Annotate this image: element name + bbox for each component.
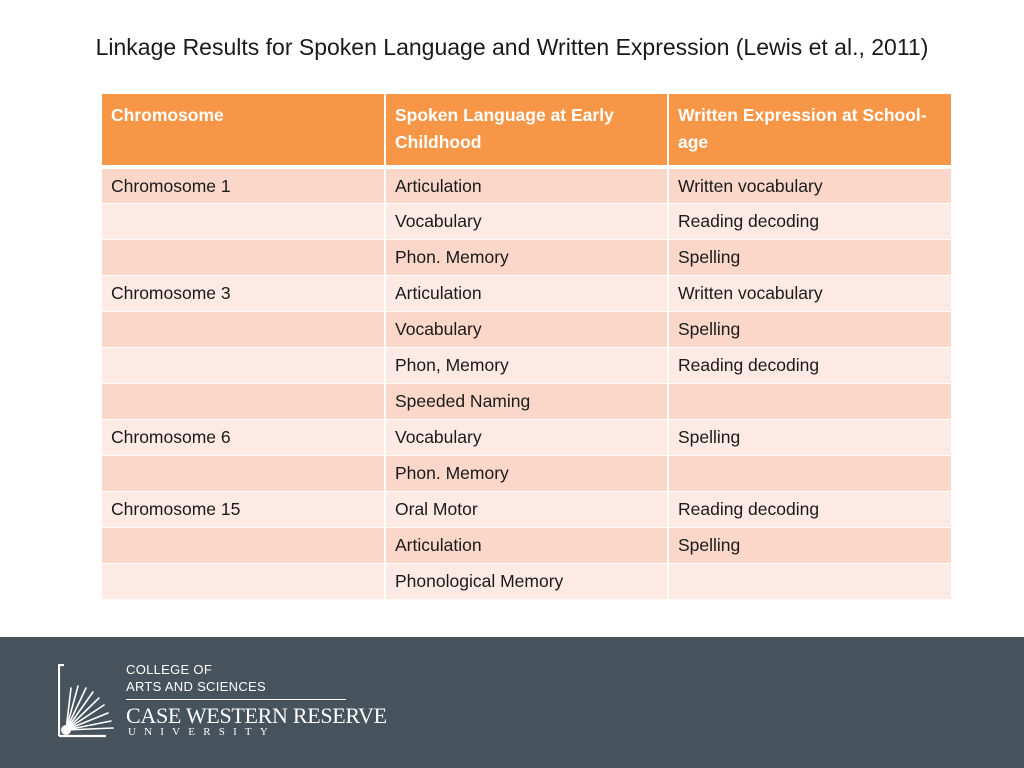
cell-written <box>668 563 951 599</box>
header-chromosome: Chromosome <box>102 94 385 167</box>
table-row <box>102 203 951 239</box>
college-name-line2: ARTS AND SCIENCES <box>126 679 266 694</box>
university-name: CASE WESTERN RESERVE <box>126 703 387 728</box>
table-row <box>102 563 951 599</box>
cell-spoken: Speeded Naming <box>385 383 668 419</box>
cell-written <box>668 383 951 419</box>
table-row <box>102 167 951 203</box>
cell-chromosome: Chromosome 6 <box>102 419 385 455</box>
cell-spoken: Phon, Memory <box>385 347 668 383</box>
table-row <box>102 311 951 347</box>
cell-written: Reading decoding <box>668 347 951 383</box>
college-name-line1: COLLEGE OF <box>126 662 213 677</box>
cell-chromosome <box>102 347 385 383</box>
cell-chromosome <box>102 383 385 419</box>
cell-written: Reading decoding <box>668 491 951 527</box>
table-row <box>102 491 951 527</box>
linkage-table <box>102 94 951 600</box>
cell-chromosome <box>102 311 385 347</box>
header-written-expression: Written Expression at School-age <box>668 94 951 167</box>
cell-chromosome: Chromosome 15 <box>102 491 385 527</box>
cell-spoken: Articulation <box>385 527 668 563</box>
cell-spoken: Vocabulary <box>385 419 668 455</box>
cell-chromosome <box>102 455 385 491</box>
logo-divider <box>126 699 346 700</box>
cell-spoken: Phonological Memory <box>385 563 668 599</box>
cell-spoken: Phon. Memory <box>385 455 668 491</box>
table-row <box>102 275 951 311</box>
cell-spoken: Vocabulary <box>385 311 668 347</box>
table-row <box>102 419 951 455</box>
cell-written: Reading decoding <box>668 203 951 239</box>
table-header-row <box>102 94 951 167</box>
cell-spoken: Vocabulary <box>385 203 668 239</box>
table-row <box>102 383 951 419</box>
cell-written: Spelling <box>668 239 951 275</box>
cell-spoken: Articulation <box>385 167 668 203</box>
table-row <box>102 527 951 563</box>
cell-spoken: Phon. Memory <box>385 239 668 275</box>
cell-chromosome: Chromosome 3 <box>102 275 385 311</box>
cell-chromosome: Chromosome 1 <box>102 167 385 203</box>
cell-written: Spelling <box>668 311 951 347</box>
cell-written: Spelling <box>668 527 951 563</box>
cell-spoken: Articulation <box>385 275 668 311</box>
cell-written: Written vocabulary <box>668 167 951 203</box>
table-row <box>102 239 951 275</box>
cell-chromosome <box>102 527 385 563</box>
university-word: UNIVERSITY <box>128 726 276 738</box>
cell-written: Written vocabulary <box>668 275 951 311</box>
cell-spoken: Oral Motor <box>385 491 668 527</box>
table-row <box>102 455 951 491</box>
cell-chromosome <box>102 563 385 599</box>
header-spoken-language: Spoken Language at Early Childhood <box>385 94 668 167</box>
sunburst-logo-icon <box>58 664 118 738</box>
cell-chromosome <box>102 203 385 239</box>
slide-title: Linkage Results for Spoken Language and Written Expression (Lewis et al., 2011) <box>95 34 929 60</box>
cell-written <box>668 455 951 491</box>
cell-chromosome <box>102 239 385 275</box>
cell-written: Spelling <box>668 419 951 455</box>
table-row <box>102 347 951 383</box>
